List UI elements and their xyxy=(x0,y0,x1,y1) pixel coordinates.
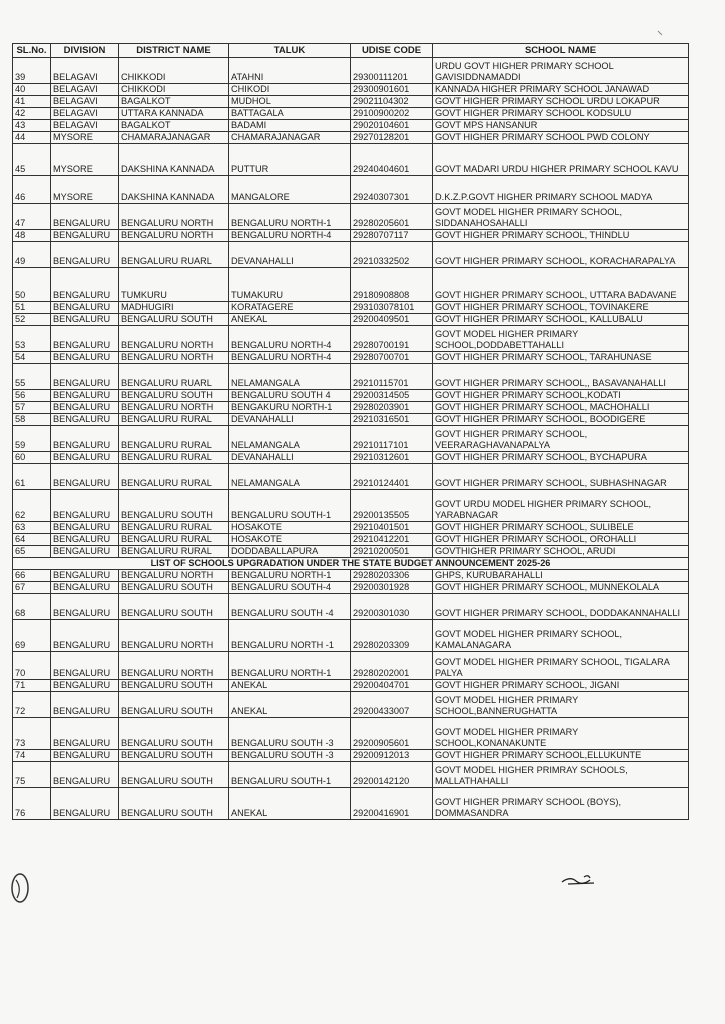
taluk-cell: DEVANAHALLI xyxy=(229,414,351,426)
division-cell: BENGALURU xyxy=(51,204,119,230)
school-name-cell: GOVT MODEL HIGHER PRIMARY SCHOOL,KONANAKUNTE xyxy=(433,718,689,750)
district-cell: BENGALURU SOUTH xyxy=(119,680,229,692)
taluk-cell: BATTAGALA xyxy=(229,108,351,120)
sl-cell: 73 xyxy=(13,718,51,750)
division-cell: BENGALURU xyxy=(51,570,119,582)
udise-cell: 29280707117 xyxy=(351,230,433,242)
taluk-cell: BENGALURU SOUTH 4 xyxy=(229,390,351,402)
taluk-cell: MANGALORE xyxy=(229,176,351,204)
table-row xyxy=(13,522,689,534)
section-header xyxy=(13,558,689,570)
sl-cell: 68 xyxy=(13,594,51,620)
division-cell: BENGALURU xyxy=(51,230,119,242)
district-cell: CHAMARAJANAGAR xyxy=(119,132,229,144)
taluk-cell: BENGALURU NORTH-4 xyxy=(229,326,351,352)
division-cell: BENGALURU xyxy=(51,352,119,364)
udise-cell: 29200142120 xyxy=(351,762,433,788)
table-row xyxy=(13,302,689,314)
table-row xyxy=(13,464,689,490)
table-row xyxy=(13,426,689,452)
district-cell: TUMKURU xyxy=(119,268,229,302)
school-name-cell: KANNADA HIGHER PRIMARY SCHOOL JANAWAD xyxy=(433,84,689,96)
district-cell: BENGALURU SOUTH xyxy=(119,718,229,750)
header-taluk: TALUK xyxy=(229,44,351,58)
district-cell: DAKSHINA KANNADA xyxy=(119,176,229,204)
header-sl: SL.No. xyxy=(13,44,51,58)
udise-cell: 29200135505 xyxy=(351,490,433,522)
taluk-cell: BENGALURU NORTH-1 xyxy=(229,204,351,230)
udise-cell: 29280700701 xyxy=(351,352,433,364)
school-name-cell: GOVT MODEL HIGHER PRIMARY SCHOOL, SIDDANAHOSAHALLI xyxy=(433,204,689,230)
district-cell: UTTARA KANNADA xyxy=(119,108,229,120)
sl-cell: 76 xyxy=(13,788,51,820)
school-name-cell: GOVT MPS HANSANUR xyxy=(433,120,689,132)
sl-cell: 39 xyxy=(13,58,51,84)
district-cell: BENGALURU RURAL xyxy=(119,414,229,426)
taluk-cell: ANEKAL xyxy=(229,314,351,326)
udise-cell: 29200409501 xyxy=(351,314,433,326)
school-name-cell: GOVT HIGHER PRIMARY SCHOOL (BOYS), DOMMASANDRA xyxy=(433,788,689,820)
division-cell: BENGALURU xyxy=(51,268,119,302)
udise-cell: 29300111201 xyxy=(351,58,433,84)
division-cell: BENGALURU xyxy=(51,414,119,426)
table-row xyxy=(13,534,689,546)
division-cell: BENGALURU xyxy=(51,762,119,788)
district-cell: MADHUGIRI xyxy=(119,302,229,314)
school-name-cell: GOVT HIGHER PRIMARY SCHOOL,KODATI xyxy=(433,390,689,402)
taluk-cell: ANEKAL xyxy=(229,692,351,718)
district-cell: BENGALURU RURAL xyxy=(119,546,229,558)
udise-cell: 29020104601 xyxy=(351,120,433,132)
taluk-cell: BADAMI xyxy=(229,120,351,132)
table-row xyxy=(13,620,689,652)
udise-cell: 29210200501 xyxy=(351,546,433,558)
district-cell: BENGALURU SOUTH xyxy=(119,750,229,762)
taluk-cell: BENGALURU SOUTH-4 xyxy=(229,582,351,594)
school-name-cell: GOVT HIGHER PRIMARY SCHOOL PWD COLONY xyxy=(433,132,689,144)
sl-cell: 44 xyxy=(13,132,51,144)
school-name-cell: GOVT HIGHER PRIMARY SCHOOL, DODDAKANNAHALLI xyxy=(433,594,689,620)
table-row xyxy=(13,204,689,230)
sl-cell: 63 xyxy=(13,522,51,534)
taluk-cell: MUDHOL xyxy=(229,96,351,108)
sl-cell: 56 xyxy=(13,390,51,402)
sl-cell: 51 xyxy=(13,302,51,314)
sl-cell: 59 xyxy=(13,426,51,452)
taluk-cell: BENGALURU SOUTH-1 xyxy=(229,490,351,522)
district-cell: DAKSHINA KANNADA xyxy=(119,144,229,176)
udise-cell: 29240404601 xyxy=(351,144,433,176)
district-cell: BENGALURU SOUTH xyxy=(119,490,229,522)
sl-cell: 67 xyxy=(13,582,51,594)
school-name-cell: GHPS, KURUBARAHALLI xyxy=(433,570,689,582)
district-cell: BENGALURU NORTH xyxy=(119,230,229,242)
udise-cell: 29200404701 xyxy=(351,680,433,692)
school-list-sheet xyxy=(12,43,688,820)
division-cell: BENGALURU xyxy=(51,490,119,522)
sl-cell: 65 xyxy=(13,546,51,558)
taluk-cell: HOSAKOTE xyxy=(229,534,351,546)
table-row xyxy=(13,490,689,522)
school-name-cell: GOVT HIGHER PRIMARY SCHOOL,, BASAVANAHALLI xyxy=(433,364,689,390)
taluk-cell: CHAMARAJANAGAR xyxy=(229,132,351,144)
school-name-cell: GOVT MODEL HIGHER PRIMARY SCHOOL, KAMALANAGARA xyxy=(433,620,689,652)
school-name-cell: GOVT HIGHER PRIMARY SCHOOL, MACHOHALLI xyxy=(433,402,689,414)
table-row xyxy=(13,788,689,820)
table-row xyxy=(13,546,689,558)
sl-cell: 62 xyxy=(13,490,51,522)
udise-cell: 29200433007 xyxy=(351,692,433,718)
district-cell: BENGALURU RURAL xyxy=(119,426,229,452)
school-name-cell: D.K.Z.P.GOVT HIGHER PRIMARY SCHOOL MADYA xyxy=(433,176,689,204)
table-row xyxy=(13,402,689,414)
udise-cell: 29300901601 xyxy=(351,84,433,96)
table-row xyxy=(13,364,689,390)
sl-cell: 72 xyxy=(13,692,51,718)
sl-cell: 52 xyxy=(13,314,51,326)
table-row xyxy=(13,582,689,594)
school-name-cell: GOVT HIGHER PRIMARY SCHOOL URDU LOKAPUR xyxy=(433,96,689,108)
table-row xyxy=(13,594,689,620)
school-name-cell: GOVT HIGHER PRIMARY SCHOOL, TARAHUNASE xyxy=(433,352,689,364)
sl-cell: 41 xyxy=(13,96,51,108)
sl-cell: 42 xyxy=(13,108,51,120)
udise-cell: 29210117101 xyxy=(351,426,433,452)
sl-cell: 49 xyxy=(13,242,51,268)
district-cell: BENGALURU RUARL xyxy=(119,242,229,268)
district-cell: BENGALURU SOUTH xyxy=(119,390,229,402)
table-row xyxy=(13,58,689,84)
table-row xyxy=(13,314,689,326)
division-cell: BENGALURU xyxy=(51,302,119,314)
division-cell: BELAGAVI xyxy=(51,108,119,120)
header-school: SCHOOL NAME xyxy=(433,44,689,58)
division-cell: MYSORE xyxy=(51,176,119,204)
district-cell: BENGALURU SOUTH xyxy=(119,582,229,594)
division-cell: BENGALURU xyxy=(51,718,119,750)
table-row xyxy=(13,242,689,268)
taluk-cell: CHIKODI xyxy=(229,84,351,96)
school-name-cell: GOVT HIGHER PRIMARY SCHOOL,ELLUKUNTE xyxy=(433,750,689,762)
taluk-cell: BENGALURU SOUTH -3 xyxy=(229,718,351,750)
taluk-cell: ATAHNI xyxy=(229,58,351,84)
district-cell: BENGALURU RURAL xyxy=(119,534,229,546)
taluk-cell: ANEKAL xyxy=(229,680,351,692)
school-name-cell: GOVT MODEL HIGHER PRIMARY SCHOOL,BANNERUGHATTA xyxy=(433,692,689,718)
school-name-cell: GOVT HIGHER PRIMARY SCHOOL, BOODIGERE xyxy=(433,414,689,426)
district-cell: BENGALURU SOUTH xyxy=(119,692,229,718)
taluk-cell: BENGALURU NORTH-4 xyxy=(229,352,351,364)
school-name-cell: GOVT MODEL HIGHER PRIMARY SCHOOL, TIGALARA PALYA xyxy=(433,652,689,680)
udise-cell: 29240307301 xyxy=(351,176,433,204)
school-name-cell: GOVT HIGHER PRIMARY SCHOOL, SULIBELE xyxy=(433,522,689,534)
division-cell: BENGALURU xyxy=(51,620,119,652)
school-name-cell: GOVT HIGHER PRIMARY SCHOOL KODSULU xyxy=(433,108,689,120)
sl-cell: 40 xyxy=(13,84,51,96)
division-cell: BENGALURU xyxy=(51,522,119,534)
udise-cell: 29280700191 xyxy=(351,326,433,352)
table-row xyxy=(13,326,689,352)
sl-cell: 54 xyxy=(13,352,51,364)
sl-cell: 45 xyxy=(13,144,51,176)
sl-cell: 43 xyxy=(13,120,51,132)
taluk-cell: NELAMANGALA xyxy=(229,364,351,390)
sl-cell: 66 xyxy=(13,570,51,582)
udise-cell: 29200314505 xyxy=(351,390,433,402)
sl-cell: 55 xyxy=(13,364,51,390)
school-name-cell: GOVTHIGHER PRIMARY SCHOOL, ARUDI xyxy=(433,546,689,558)
division-cell: BENGALURU xyxy=(51,680,119,692)
table-header-row xyxy=(13,44,689,58)
table-row xyxy=(13,352,689,364)
sl-cell: 57 xyxy=(13,402,51,414)
division-cell: BENGALURU xyxy=(51,402,119,414)
stamp-mark xyxy=(8,870,32,906)
signature xyxy=(560,872,600,888)
district-cell: BENGALURU RUARL xyxy=(119,364,229,390)
district-cell: BENGALURU NORTH xyxy=(119,326,229,352)
sl-cell: 61 xyxy=(13,464,51,490)
header-udise: UDISE CODE xyxy=(351,44,433,58)
sl-cell: 46 xyxy=(13,176,51,204)
school-name-cell: GOVT MODEL HIGHER PRIMRAY SCHOOLS, MALLATHAHALLI xyxy=(433,762,689,788)
taluk-cell: BENGALURU NORTH -1 xyxy=(229,620,351,652)
table-row xyxy=(13,84,689,96)
udise-cell: 29210316501 xyxy=(351,414,433,426)
sl-cell: 75 xyxy=(13,762,51,788)
taluk-cell: BENGALURU NORTH-4 xyxy=(229,230,351,242)
school-name-cell: GOVT HIGHER PRIMARY SCHOOL, KORACHARAPALYA xyxy=(433,242,689,268)
school-name-cell: GOVT URDU MODEL HIGHER PRIMARY SCHOOL, YARABNAGAR xyxy=(433,490,689,522)
district-cell: BENGALURU NORTH xyxy=(119,570,229,582)
table-row xyxy=(13,268,689,302)
division-cell: BENGALURU xyxy=(51,426,119,452)
school-name-cell: GOVT HIGHER PRIMARY SCHOOL, SUBHASHNAGAR xyxy=(433,464,689,490)
table-row xyxy=(13,120,689,132)
taluk-cell: DODDABALLAPURA xyxy=(229,546,351,558)
sl-cell: 58 xyxy=(13,414,51,426)
district-cell: BENGALURU SOUTH xyxy=(119,314,229,326)
division-cell: BENGALURU xyxy=(51,534,119,546)
division-cell: BENGALURU xyxy=(51,750,119,762)
division-cell: MYSORE xyxy=(51,132,119,144)
school-name-cell: GOVT MODEL HIGHER PRIMARY SCHOOL,DODDABETTAHALLI xyxy=(433,326,689,352)
taluk-cell: BENGALURU SOUTH -4 xyxy=(229,594,351,620)
division-cell: BENGALURU xyxy=(51,326,119,352)
division-cell: BENGALURU xyxy=(51,692,119,718)
taluk-cell: DEVANAHALLI xyxy=(229,452,351,464)
table-row xyxy=(13,718,689,750)
taluk-cell: PUTTUR xyxy=(229,144,351,176)
district-cell: BENGALURU NORTH xyxy=(119,620,229,652)
table-row xyxy=(13,390,689,402)
taluk-cell: TUMAKURU xyxy=(229,268,351,302)
table-row xyxy=(13,96,689,108)
school-name-cell: GOVT HIGHER PRIMARY SCHOOL, KALLUBALU xyxy=(433,314,689,326)
udise-cell: 29200301928 xyxy=(351,582,433,594)
division-cell: BELAGAVI xyxy=(51,84,119,96)
division-cell: BELAGAVI xyxy=(51,96,119,108)
taluk-cell: BENGALURU SOUTH-1 xyxy=(229,762,351,788)
table-row xyxy=(13,414,689,426)
header-division: DIVISION xyxy=(51,44,119,58)
udise-cell: 29180908808 xyxy=(351,268,433,302)
sl-cell: 48 xyxy=(13,230,51,242)
district-cell: BENGALURU RURAL xyxy=(119,452,229,464)
sl-cell: 53 xyxy=(13,326,51,352)
district-cell: BENGALURU NORTH xyxy=(119,204,229,230)
taluk-cell: BENGALURU NORTH-1 xyxy=(229,570,351,582)
sl-cell: 69 xyxy=(13,620,51,652)
table-row xyxy=(13,108,689,120)
udise-cell: 29210124401 xyxy=(351,464,433,490)
table-row xyxy=(13,570,689,582)
table-row xyxy=(13,762,689,788)
taluk-cell: BENGAKURU NORTH-1 xyxy=(229,402,351,414)
division-cell: BENGALURU xyxy=(51,464,119,490)
taluk-cell: ANEKAL xyxy=(229,788,351,820)
udise-cell: 29200905601 xyxy=(351,718,433,750)
taluk-cell: DEVANAHALLI xyxy=(229,242,351,268)
table-row xyxy=(13,692,689,718)
table-row xyxy=(13,680,689,692)
division-cell: BENGALURU xyxy=(51,314,119,326)
table-body-part1 xyxy=(13,58,689,558)
division-cell: BENGALURU xyxy=(51,582,119,594)
table-row xyxy=(13,132,689,144)
udise-cell: 29210332502 xyxy=(351,242,433,268)
district-cell: CHIKKODI xyxy=(119,84,229,96)
division-cell: BENGALURU xyxy=(51,390,119,402)
taluk-cell: HOSAKOTE xyxy=(229,522,351,534)
district-cell: BAGALKOT xyxy=(119,96,229,108)
district-cell: BENGALURU RURAL xyxy=(119,464,229,490)
sl-cell: 60 xyxy=(13,452,51,464)
udise-cell: 29200301030 xyxy=(351,594,433,620)
school-name-cell: GOVT HIGHER PRIMARY SCHOOL, TOVINAKERE xyxy=(433,302,689,314)
division-cell: MYSORE xyxy=(51,144,119,176)
sl-cell: 70 xyxy=(13,652,51,680)
district-cell: BENGALURU NORTH xyxy=(119,352,229,364)
division-cell: BELAGAVI xyxy=(51,120,119,132)
taluk-cell: NELAMANGALA xyxy=(229,464,351,490)
section-title: LIST OF SCHOOLS UPGRADATION UNDER THE STATE BUDGET ANNOUNCEMENT 2025-26 xyxy=(13,558,689,570)
udise-cell: 29280203309 xyxy=(351,620,433,652)
school-table xyxy=(12,43,689,820)
division-cell: BENGALURU xyxy=(51,364,119,390)
table-row xyxy=(13,176,689,204)
table-row xyxy=(13,144,689,176)
udise-cell: 29021104302 xyxy=(351,96,433,108)
sl-cell: 50 xyxy=(13,268,51,302)
udise-cell: 29280205601 xyxy=(351,204,433,230)
taluk-cell: BENGALURU SOUTH -3 xyxy=(229,750,351,762)
school-name-cell: GOVT HIGHER PRIMARY SCHOOL, UTTARA BADAVANE xyxy=(433,268,689,302)
school-name-cell: URDU GOVT HIGHER PRIMARY SCHOOL GAVISIDDNAMADDI xyxy=(433,58,689,84)
table-row xyxy=(13,750,689,762)
sl-cell: 47 xyxy=(13,204,51,230)
division-cell: BENGALURU xyxy=(51,788,119,820)
district-cell: BENGALURU SOUTH xyxy=(119,788,229,820)
school-name-cell: GOVT HIGHER PRIMARY SCHOOL, OROHALLI xyxy=(433,534,689,546)
udise-cell: 29200416901 xyxy=(351,788,433,820)
udise-cell: 29210115701 xyxy=(351,364,433,390)
udise-cell: 29270128201 xyxy=(351,132,433,144)
udise-cell: 293103078101 xyxy=(351,302,433,314)
district-cell: BENGALURU RURAL xyxy=(119,522,229,534)
division-cell: BENGALURU xyxy=(51,594,119,620)
school-name-cell: GOVT HIGHER PRIMARY SCHOOL, BYCHAPURA xyxy=(433,452,689,464)
school-name-cell: GOVT HIGHER PRIMARY SCHOOL, MUNNEKOLALA xyxy=(433,582,689,594)
table-row xyxy=(13,652,689,680)
district-cell: BENGALURU NORTH xyxy=(119,402,229,414)
district-cell: BAGALKOT xyxy=(119,120,229,132)
school-name-cell: GOVT HIGHER PRIMARY SCHOOL, JIGANI xyxy=(433,680,689,692)
taluk-cell: NELAMANGALA xyxy=(229,426,351,452)
division-cell: BENGALURU xyxy=(51,242,119,268)
udise-cell: 29280202001 xyxy=(351,652,433,680)
udise-cell: 29210412201 xyxy=(351,534,433,546)
header-district: DISTRICT NAME xyxy=(119,44,229,58)
district-cell: BENGALURU SOUTH xyxy=(119,762,229,788)
udise-cell: 29280203306 xyxy=(351,570,433,582)
taluk-cell: BENGALURU NORTH-1 xyxy=(229,652,351,680)
division-cell: BELAGAVI xyxy=(51,58,119,84)
district-cell: BENGALURU SOUTH xyxy=(119,594,229,620)
udise-cell: 29280203901 xyxy=(351,402,433,414)
table-row xyxy=(13,452,689,464)
school-name-cell: GOVT MADARI URDU HIGHER PRIMARY SCHOOL KAVU xyxy=(433,144,689,176)
division-cell: BENGALURU xyxy=(51,452,119,464)
school-name-cell: GOVT HIGHER PRIMARY SCHOOL, VEERARAGHAVANAPALYA xyxy=(433,426,689,452)
school-name-cell: GOVT HIGHER PRIMARY SCHOOL, THINDLU xyxy=(433,230,689,242)
udise-cell: 29200912013 xyxy=(351,750,433,762)
udise-cell: 29210312601 xyxy=(351,452,433,464)
sl-cell: 64 xyxy=(13,534,51,546)
district-cell: CHIKKODI xyxy=(119,58,229,84)
udise-cell: 29100900202 xyxy=(351,108,433,120)
udise-cell: 29210401501 xyxy=(351,522,433,534)
corner-mark xyxy=(657,23,663,29)
district-cell: BENGALURU NORTH xyxy=(119,652,229,680)
division-cell: BENGALURU xyxy=(51,546,119,558)
sl-cell: 74 xyxy=(13,750,51,762)
sl-cell: 71 xyxy=(13,680,51,692)
taluk-cell: KORATAGERE xyxy=(229,302,351,314)
division-cell: BENGALURU xyxy=(51,652,119,680)
table-body-part2 xyxy=(13,570,689,820)
table-row xyxy=(13,230,689,242)
